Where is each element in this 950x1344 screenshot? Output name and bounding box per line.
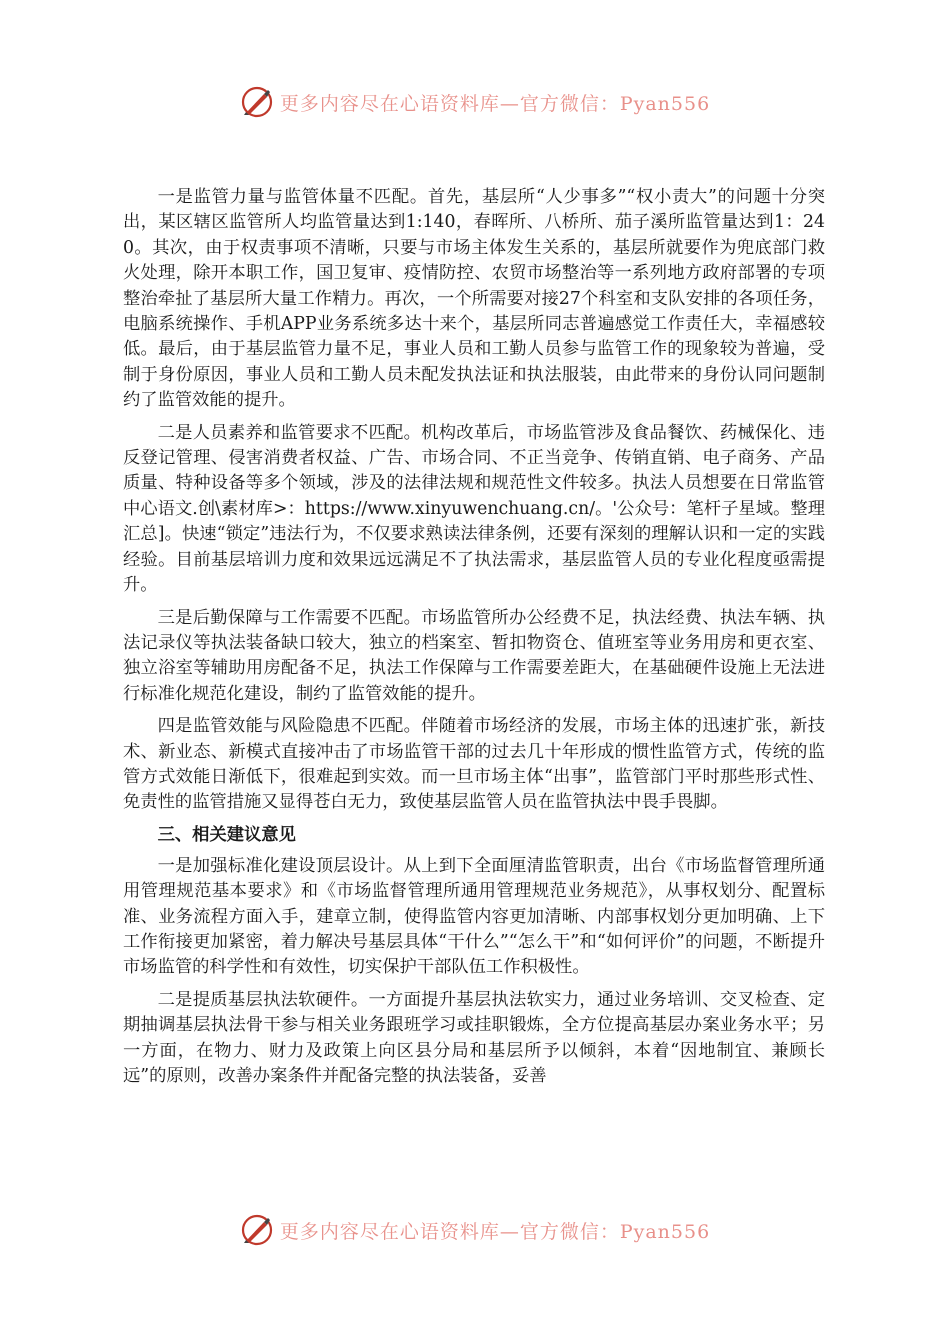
banner-text: 更多内容尽在心语资料库—官方微信：Pyan556: [279, 1220, 711, 1243]
footer-banner: [0, 1210, 950, 1250]
section-heading: 三、相关建议意见: [157, 824, 296, 845]
document-body: [123, 185, 825, 1096]
paragraph-2: 二是人员素养和监管要求不匹配。机构改革后，市场监管涉及食品餐饮、药械保化、违反登记管理、侵害消费者权益、广告、市场合同、不正当竞争、传销直销、电子商务、产品质量、特种设备等多个领域，涉及的法律法规和规范性文件较多。执法人员想要在日常监管中心语文.创\素材库>：https://www.xinyuwenchuang.cn/。'公众号：笔杆子星域。整理汇总]。快速“锁定”违法行为，不仅要求熟读法律条例，还要有深刻的理解认识和一定的实践经验。目前基层培训力度和效果远远满足不了执法需求，基层监管人员的专业化程度亟需提升。: [123, 422, 825, 596]
header-banner: [0, 82, 950, 122]
banner-text: 更多内容尽在心语资料库—官方微信：Pyan556: [279, 92, 711, 115]
pen-logo-icon: [240, 85, 274, 119]
paragraph-4: 四是监管效能与风险隐患不匹配。伴随着市场经济的发展，市场主体的迅速扩张，新技术、新业态、新模式直接冲击了市场监管干部的过去几十年形成的惯性监管方式，传统的监管方式效能日渐低下，很难起到实效。而一旦市场主体“出事”，监管部门平时那些形式性、免责性的监管措施又显得苍白无力，致使基层监管人员在监管执法中畏手畏脚。: [123, 716, 825, 813]
suggestion-2: 二是提质基层执法软硬件。一方面提升基层执法软实力，通过业务培训、交叉检查、定期抽调基层执法骨干参与相关业务跟班学习或挂职锻炼，全方位提高基层办案业务水平；另一方面，在物力、财力及政策上向区县分局和基层所予以倾斜，本着“因地制宜、兼顾长远”的原则，改善办案条件并配备完整的执法装备，妥善: [123, 989, 825, 1086]
suggestion-1: 一是加强标准化建设顶层设计。从上到下全面厘清监管职责，出台《市场监督管理所通用管理规范基本要求》和《市场监督管理所通用管理规范业务规范》，从事权划分、配置标准、业务流程方面入手，建章立制，使得监管内容更加清晰、内部事权划分更加明确、上下工作衔接更加紧密，着力解决号基层具体“干什么”“怎么干”和“如何评价”的问题，不断提升市场监管的科学性和有效性，切实保护干部队伍工作积极性。: [123, 855, 825, 978]
paragraph-3: 三是后勤保障与工作需要不匹配。市场监管所办公经费不足，执法经费、执法车辆、执法记录仪等执法装备缺口较大，独立的档案室、暂扣物资仓、值班室等业务用房和更衣室、独立浴室等辅助用房配备不足，执法工作保障与工作需要差距大，在基础硬件设施上无法进行标准化规范化建设，制约了监管效能的提升。: [123, 607, 825, 704]
pen-logo-icon: [240, 1213, 274, 1247]
paragraph-1: 一是监管力量与监管体量不匹配。首先，基层所“人少事多”“权小责大”的问题十分突出，某区辖区监管所人均监管量达到1:140，春晖所、八桥所、茄子溪所监管量达到1：240。其次，由于权责事项不清晰，只要与市场主体发生关系的，基层所就要作为兜底部门救火处理，除开本职工作，国卫复审、疫情防控、农贸市场整治等一系列地方政府部署的专项整治牵扯了基层所大量工作精力。再次，一个所需要对接27个科室和支队安排的各项任务，电脑系统操作、手机APP业务系统多达十来个，基层所同志普遍感觉工作责任大，幸福感较低。最后，由于基层监管力量不足，事业人员和工勤人员参与监管工作的现象较为普遍，受制于身份原因，事业人员和工勤人员未配发执法证和执法服装，由此带来的身份认同问题制约了监管效能的提升。: [123, 187, 825, 411]
